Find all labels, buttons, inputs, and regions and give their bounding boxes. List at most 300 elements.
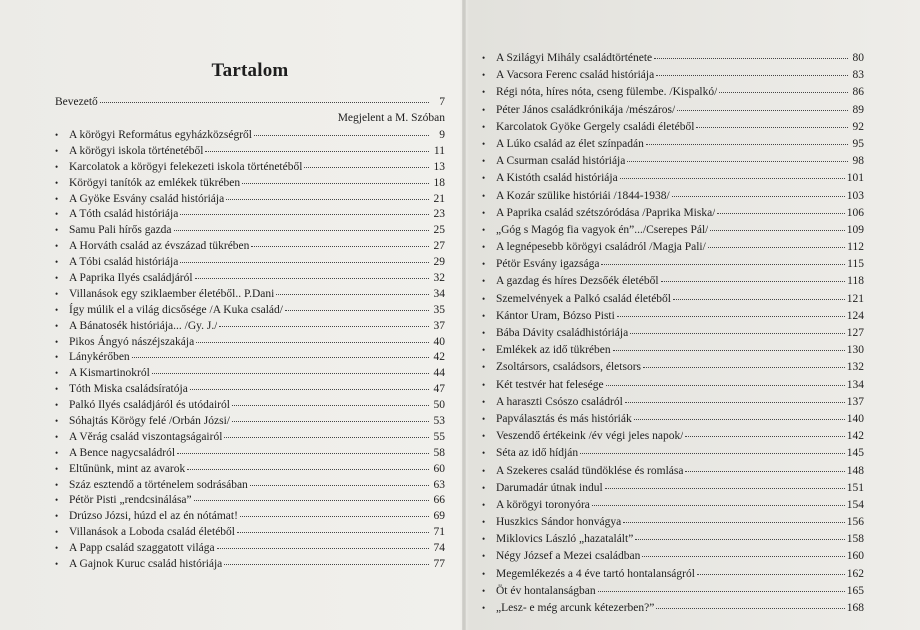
toc-entry-label: Lánykérőben (69, 351, 130, 364)
toc-entry-page: 35 (433, 303, 445, 316)
toc-entry-label: Bába Dávity családhistóriája (496, 327, 629, 339)
toc-entry (482, 136, 864, 153)
toc-entry (55, 493, 445, 509)
toc-entry-label: A Kistóth család históriája (496, 172, 618, 185)
dot-leader (672, 196, 845, 197)
bullet-icon: • (482, 396, 486, 407)
bullet-icon: • (482, 276, 486, 287)
toc-entry-label: A Gajnok Kuruc család históriája (69, 558, 223, 571)
toc-list-right (482, 50, 864, 617)
toc-entry (55, 525, 445, 541)
toc-entry-label: Péter János családkrónikája /mészáros/ (496, 103, 676, 116)
toc-entry-label: Pikos Ángyó nászéjszakája (69, 335, 195, 348)
bullet-icon: • (482, 190, 486, 201)
bullet-icon: • (482, 448, 486, 459)
toc-entry-page: 140 (846, 412, 864, 425)
toc-entry-page: 60 (433, 462, 445, 475)
dot-leader (304, 167, 429, 168)
toc-entry (482, 480, 864, 497)
toc-entry-page: 7 (439, 96, 445, 108)
dot-leader (708, 247, 845, 248)
toc-entry-label: A legnépesebb körögyi családról /Magja Pali/ (496, 241, 706, 254)
toc-entry (482, 566, 864, 583)
dot-leader (205, 151, 429, 152)
toc-entry (482, 119, 864, 136)
dot-leader (580, 453, 845, 454)
toc-entry-label: A Lúko család az élet színpadán (496, 137, 644, 150)
toc-entry (55, 509, 445, 525)
toc-entry-label: A gazdag és híres Dezsőék életéből (496, 275, 659, 288)
toc-entry-page: 89 (852, 103, 864, 116)
toc-entry (55, 176, 445, 192)
dot-leader (219, 326, 429, 327)
toc-entry-page: 145 (846, 447, 864, 460)
bullet-icon: • (55, 130, 59, 140)
bullet-icon: • (482, 207, 486, 218)
toc-entry-label: A Szekeres család tündöklése és romlása (496, 464, 684, 477)
toc-entry-label: Négy József a Mezei családban (496, 550, 641, 563)
toc-entry-page: 21 (433, 192, 445, 205)
toc-entry-page: 142 (846, 430, 864, 443)
toc-entry (482, 359, 864, 376)
bullet-icon: • (482, 104, 486, 115)
bullet-icon: • (482, 603, 486, 613)
toc-entry-page: 162 (846, 567, 864, 580)
dot-leader (697, 574, 845, 575)
publication-note: Megjelent a M. Szóban (337, 112, 445, 124)
toc-entry-label: A Papp család szaggatott világa (69, 542, 215, 555)
toc-entry-label: A Tóth család históriája (69, 208, 179, 221)
toc-entry-label: A Csurman család históriája (496, 155, 626, 168)
toc-entry (482, 342, 864, 359)
toc-entry (55, 430, 445, 446)
dot-leader (196, 342, 429, 343)
toc-entry-label: Karcolatok Gyöke Gergely családi életéből (496, 120, 695, 133)
toc-entry (482, 256, 864, 273)
toc-entry-page: 106 (846, 206, 864, 219)
toc-entry-page: 55 (433, 430, 445, 443)
bullet-icon: • (55, 304, 59, 315)
toc-entry-label: A Kismartinokról (69, 367, 150, 380)
dot-leader (194, 500, 429, 501)
dot-leader (710, 230, 844, 231)
toc-entry (55, 255, 445, 271)
toc-entry (482, 188, 864, 205)
toc-entry (482, 308, 864, 325)
dot-leader (656, 75, 848, 76)
toc-entry-page: 74 (433, 542, 445, 555)
toc-entry-page: 18 (433, 176, 445, 189)
toc-entry-label: Papválasztás és más históriák (496, 412, 632, 425)
toc-entry (482, 600, 864, 617)
toc-entry (482, 325, 864, 342)
toc-entry-page: 132 (846, 361, 864, 374)
dot-leader (634, 419, 845, 420)
bullet-icon: • (482, 259, 486, 270)
toc-entry-label: A Horváth család az évszázad tükrében (69, 240, 250, 253)
bullet-icon: • (482, 242, 486, 253)
toc-entry-page: 121 (846, 292, 864, 305)
dot-leader (620, 178, 845, 179)
toc-entry-page: 34 (433, 287, 445, 300)
toc-entry-page: 53 (433, 415, 445, 428)
dot-leader (719, 92, 848, 93)
toc-entry (482, 67, 864, 84)
toc-entry (55, 144, 445, 160)
toc-entry-label: Veszendő értékeink /év végi jeles napok/ (496, 430, 684, 443)
toc-entry (482, 205, 864, 222)
toc-entry-page: 112 (847, 241, 864, 254)
bullet-icon: • (482, 517, 486, 528)
toc-entry-label: Karcolatok a körögyi felekezeti iskola történetéből (69, 160, 303, 173)
toc-entry-label: Drúzso Józsi, húzd el az én nótámat! (69, 510, 238, 523)
toc-entry (55, 366, 445, 382)
toc-entry-page: 80 (852, 52, 864, 64)
toc-entry-label: Villanások egy sziklaember életéből.. P.Dani (69, 287, 275, 300)
toc-entry (482, 273, 864, 290)
toc-entry (482, 170, 864, 187)
toc-entry-page: 50 (433, 399, 445, 412)
bullet-icon: • (55, 336, 59, 347)
toc-entry-page: 37 (433, 319, 445, 332)
toc-entry (482, 291, 864, 308)
toc-entry-page: 27 (433, 240, 445, 253)
toc-entry-page: 42 (433, 351, 445, 364)
bullet-icon: • (55, 241, 59, 252)
toc-entry (55, 478, 445, 494)
bullet-icon: • (482, 534, 486, 545)
bullet-icon: • (55, 543, 59, 554)
toc-entry-label: Séta az idő hídján (496, 447, 579, 460)
toc-entry-page: 127 (846, 327, 864, 339)
bullet-icon: • (55, 273, 59, 284)
toc-entry-label: A Věrág család viszontagságairól (69, 430, 223, 443)
toc-entry-page: 86 (852, 86, 864, 99)
bullet-icon: • (55, 225, 59, 236)
toc-entry (55, 207, 445, 223)
toc-entry-page: 23 (433, 208, 445, 221)
toc-entry-page: 115 (847, 258, 864, 271)
toc-entry-label: A Bence nagycsaládról (69, 446, 176, 459)
toc-entry (482, 548, 864, 565)
toc-entry-page: 103 (846, 189, 864, 202)
dot-leader (617, 316, 845, 317)
toc-entry-label: A Paprika Ilyés családjáról (69, 272, 193, 285)
toc-entry-page: 124 (846, 309, 864, 322)
dot-leader (625, 402, 845, 403)
toc-entry (482, 583, 864, 600)
bullet-icon: • (482, 328, 486, 338)
toc-entry (55, 319, 445, 335)
toc-entry-page: 47 (433, 383, 445, 396)
bullet-icon: • (482, 551, 486, 562)
bullet-icon: • (55, 193, 59, 204)
toc-entry-page: 40 (433, 335, 445, 348)
dot-leader (677, 110, 848, 111)
toc-entry-page: 154 (846, 498, 864, 511)
toc-entry (55, 557, 445, 573)
toc-entry-page: 69 (433, 510, 445, 523)
toc-entry (482, 239, 864, 256)
bullet-icon: • (55, 209, 59, 220)
dot-leader (242, 183, 429, 184)
toc-entry-label: A Kozár szülike históriái /1844-1938/ (496, 189, 670, 202)
toc-entry-label: A Paprika család szétszóródása /Paprika Miska/ (496, 206, 716, 219)
toc-entry-page: 118 (847, 275, 864, 288)
bullet-icon: • (482, 293, 486, 304)
toc-entry (55, 414, 445, 430)
toc-entry-label: Kántor Uram, Bózso Pisti (496, 309, 615, 322)
toc-entry-page: 158 (846, 533, 864, 546)
dot-leader (132, 357, 429, 358)
dot-leader (250, 485, 429, 486)
toc-entry (482, 531, 864, 548)
dot-leader (605, 488, 845, 489)
dot-leader (240, 516, 429, 517)
bullet-icon: • (55, 559, 59, 570)
toc-intro-entry (55, 94, 445, 110)
dot-leader (685, 471, 844, 472)
bullet-icon: • (482, 156, 486, 167)
toc-entry-page: 95 (852, 137, 864, 150)
bullet-icon: • (55, 495, 59, 506)
bullet-icon: • (482, 53, 486, 63)
dot-leader (224, 437, 429, 438)
toc-entry (55, 287, 445, 303)
toc-entry-label: Pétör Pisti „rendcsinálása” (69, 494, 192, 507)
toc-entry-label: Öt év hontalanságban (496, 584, 596, 597)
toc-entry-page: 77 (433, 558, 445, 571)
toc-entry (482, 377, 864, 394)
toc-entry (482, 153, 864, 170)
toc-entry-label: Tóth Miska családsíratója (69, 383, 188, 396)
toc-entry-page: 98 (852, 155, 864, 168)
toc-entry-label: A körögyi iskola történetéből (69, 144, 204, 157)
bullet-icon: • (482, 310, 486, 321)
toc-entry-page: 32 (433, 272, 445, 285)
dot-leader (232, 421, 429, 422)
bullet-icon: • (482, 482, 486, 493)
toc-entry-label: A Gyöke Esvány család históriája (69, 192, 225, 205)
toc-entry-label: A Vacsora Ferenc család históriája (496, 69, 655, 82)
toc-entry (482, 394, 864, 411)
bullet-icon: • (482, 431, 486, 442)
bullet-icon: • (55, 431, 59, 442)
toc-entry-page: 168 (846, 602, 864, 614)
dot-leader (237, 532, 429, 533)
toc-entry-label: Régi nóta, híres nóta, cseng fülembe. /Kispalkó/ (496, 86, 718, 99)
toc-entry (55, 223, 445, 239)
dot-leader (254, 135, 429, 136)
dot-leader (251, 246, 429, 247)
toc-list-left (55, 128, 445, 573)
toc-left-column (55, 60, 445, 573)
bullet-icon: • (482, 499, 486, 510)
toc-entry-page: 160 (846, 550, 864, 563)
dot-leader (152, 373, 429, 374)
toc-entry-label: Villanások a Loboda család életéből (69, 526, 235, 539)
toc-entry-label: „Góg s Magóg fia vagyok én”.../Cserepes Pál/ (496, 223, 709, 236)
toc-entry-label: A haraszti Csószo családról (496, 395, 623, 408)
toc-entry-label: A körögyi Református egyházközségről (69, 129, 252, 141)
toc-entry (482, 84, 864, 101)
dot-leader (276, 294, 429, 295)
bullet-icon: • (482, 70, 486, 81)
toc-entry-label: Száz esztendő a történelem sodrásában (69, 478, 248, 491)
toc-entry (55, 160, 445, 176)
toc-entry-label: Miklovics László „hazatalált” (496, 533, 634, 546)
dot-leader (180, 214, 429, 215)
bullet-icon: • (55, 416, 59, 427)
toc-entry-label: Emlékek az idő tükrében (496, 344, 611, 357)
toc-entry-label: Megemlékezés a 4 éve tartó hontalanságról (496, 567, 695, 580)
toc-entry-label: Bevezető (55, 96, 98, 108)
dot-leader (592, 505, 845, 506)
bullet-icon: • (482, 224, 486, 235)
dot-leader (685, 436, 844, 437)
toc-entry (55, 335, 445, 351)
toc-entry-page: 66 (433, 494, 445, 507)
toc-entry (55, 462, 445, 478)
toc-entry-label: Két testvér hat felesége (496, 378, 604, 391)
toc-entry-page: 11 (433, 144, 445, 157)
bullet-icon: • (482, 362, 486, 373)
dot-leader (100, 102, 429, 103)
toc-entry (55, 398, 445, 414)
toc-entry-page: 92 (852, 120, 864, 133)
dot-leader (643, 367, 845, 368)
bullet-icon: • (55, 384, 59, 395)
dot-leader (646, 144, 848, 145)
dot-leader (598, 591, 845, 592)
bullet-icon: • (482, 568, 486, 579)
dot-leader (217, 548, 429, 549)
dot-leader (177, 453, 429, 454)
toc-entry (482, 428, 864, 445)
toc-entry (482, 222, 864, 239)
book-gutter (462, 0, 466, 630)
toc-entry-page: 148 (846, 464, 864, 477)
toc-entry (55, 239, 445, 255)
dot-leader (630, 333, 845, 334)
bullet-icon: • (55, 447, 59, 458)
bullet-icon: • (482, 121, 486, 132)
dot-leader (635, 539, 844, 540)
toc-entry-label: Sóhajtás Körögy felé /Orbán Józsi/ (69, 415, 230, 428)
toc-entry-page: 101 (846, 172, 864, 185)
toc-entry-label: Körögyi tanítók az emlékek tükrében (69, 176, 241, 189)
bullet-icon: • (482, 173, 486, 184)
dot-leader (226, 199, 429, 200)
toc-entry (55, 382, 445, 398)
dot-leader (601, 264, 845, 265)
dot-leader (190, 389, 429, 390)
toc-entry (482, 497, 864, 514)
toc-entry (55, 271, 445, 287)
toc-entry (482, 463, 864, 480)
dot-leader (623, 522, 845, 523)
toc-entry-label: A Tóbi család históriája (69, 256, 179, 269)
toc-entry-label: Zsoltársors, családsors, életsors (496, 361, 641, 374)
bullet-icon: • (55, 527, 59, 538)
dot-leader (696, 127, 848, 128)
page-title: Tartalom (211, 60, 289, 81)
toc-entry-page: 137 (846, 395, 864, 408)
bullet-icon: • (55, 161, 59, 172)
toc-entry-label: Szemelvények a Palkó család életéből (496, 292, 671, 305)
toc-entry (55, 541, 445, 557)
toc-entry (482, 50, 864, 67)
dot-leader (606, 385, 845, 386)
dot-leader (174, 230, 429, 231)
toc-entry (55, 303, 445, 319)
bullet-icon: • (482, 413, 486, 424)
toc-entry-label: Eltűnünk, mint az avarok (69, 462, 186, 475)
toc-entry (482, 445, 864, 462)
bullet-icon: • (482, 87, 486, 98)
toc-entry (55, 446, 445, 462)
bullet-icon: • (55, 479, 59, 490)
toc-entry-page: 13 (433, 160, 445, 173)
toc-entry-page: 83 (852, 69, 864, 82)
dot-leader (656, 608, 844, 609)
toc-entry (482, 102, 864, 119)
toc-entry-label: Palkó Ilyés családjáról és utódairól (69, 399, 230, 412)
toc-entry (482, 411, 864, 428)
dot-leader (187, 469, 429, 470)
toc-entry-page: 25 (433, 224, 445, 237)
dot-leader (613, 350, 845, 351)
dot-leader (717, 213, 844, 214)
toc-entry-label: A Bánatosék históriája... /Gy. J./ (69, 319, 218, 332)
bullet-icon: • (55, 511, 59, 522)
bullet-icon: • (55, 463, 59, 474)
toc-entry-page: 134 (846, 378, 864, 391)
toc-entry-page: 9 (439, 129, 445, 141)
dot-leader (195, 278, 429, 279)
bullet-icon: • (55, 145, 59, 156)
toc-entry-page: 130 (846, 344, 864, 357)
bullet-icon: • (55, 400, 59, 411)
dot-leader (627, 161, 848, 162)
toc-right-column (482, 50, 864, 617)
toc-entry (55, 128, 445, 144)
bullet-icon: • (55, 177, 59, 188)
toc-entry-label: Így múlik el a világ dicsősége /A Kuka család/ (69, 303, 283, 316)
dot-leader (180, 262, 429, 263)
toc-entry (55, 350, 445, 366)
toc-entry (482, 514, 864, 531)
toc-entry-page: 151 (846, 481, 864, 494)
bullet-icon: • (482, 379, 486, 390)
toc-entry (55, 192, 445, 208)
toc-entry-page: 109 (846, 223, 864, 236)
dot-leader (654, 58, 848, 59)
toc-entry-page: 63 (433, 478, 445, 491)
bullet-icon: • (55, 368, 59, 379)
dot-leader (673, 299, 845, 300)
dot-leader (224, 564, 429, 565)
dot-leader (232, 405, 429, 406)
toc-entry-page: 156 (846, 516, 864, 529)
dot-leader (642, 556, 844, 557)
toc-entry-label: A körögyi toronyóra (496, 498, 590, 511)
bullet-icon: • (482, 138, 486, 149)
bullet-icon: • (55, 320, 59, 331)
toc-entry-page: 58 (433, 446, 445, 459)
dot-leader (285, 310, 429, 311)
toc-entry-label: A Szilágyi Mihály családtörténete (496, 52, 653, 64)
